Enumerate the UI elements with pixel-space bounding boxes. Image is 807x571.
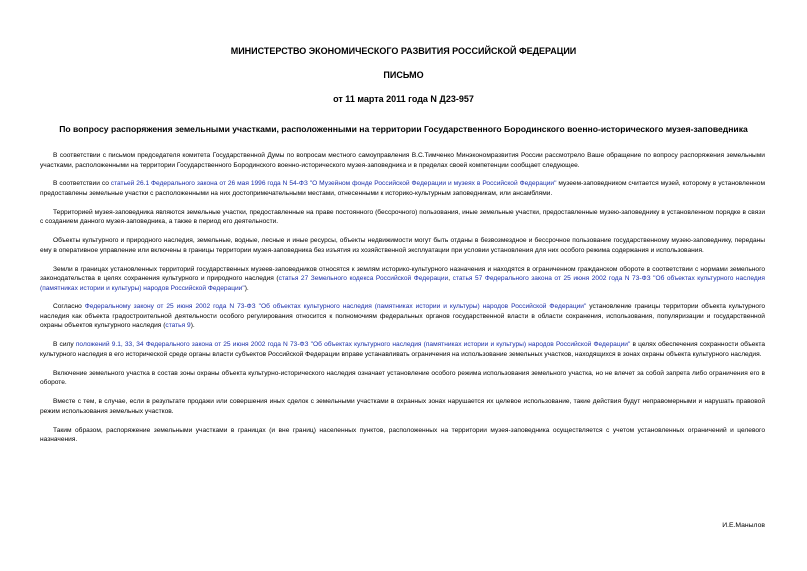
paragraph-2 — [40, 179, 765, 198]
paragraph-2-text-b: музеем-заповедником считается музей, которому в установленном предоставлены земельные участки с расположенными на них достопримечательными местами, отнесенными к историко-культурным заповедникам, или ансамблями. — [40, 180, 765, 197]
paragraph-6-text-b: установление границы территории объекта культурного наследия как объекта градостроительной деятельности особого регулирования относится к полномочиям федеральных органов государственной власти в области сохранения, использования, популяризации и государственной охраны объектов культурного наследия ( — [40, 303, 765, 330]
paragraph-6-text-a: Согласно — [53, 303, 85, 311]
document-date-number: от 11 марта 2011 года N Д23-957 — [333, 94, 474, 104]
link-article-57-heritage-law[interactable]: статья 57 Федерального закона от 25 июня 2002 года N 73-ФЗ "Об объектах культурного наследия (памятниках истории и культуры) народов Российской Федерации" — [40, 275, 765, 292]
link-heritage-law-73fz[interactable]: Федеральному закону от 25 июня 2002 года N 73-ФЗ "Об объектах культурного наследия (памятниках истории и культуры) народов Российской Федерации" — [84, 303, 587, 311]
paragraph-9: Вместе с тем, в случае, если в результате продажи или совершения иных сделок с земельными участками в охранных зонах нарушается их целевое использование, такие действия будут неправомерными и нарушать правовой режим использования земельных участков. — [40, 398, 765, 415]
document-type: ПИСЬМО — [383, 70, 424, 80]
paragraph-3: Территорией музея-заповедника являются земельные участки, предоставленные на праве постоянного (бессрочного) пользования, иные земельные участки, предоставленные музею-заповеднику в установленном порядке в связи с созданием данного музея-заповедника, а также в период его деятельности. — [40, 208, 765, 226]
paragraph-5 — [40, 265, 765, 294]
paragraph-7-text-b: в целях обеспечения сохранности объекта культурного наследия в его исторической среде органы власти субъектов Российской Федерации вправе устанавливать ограничения на использование земельных участков, находящихся в зонах охраны объекта культурного наследия. — [40, 341, 765, 358]
paragraph-5-separator: , — [448, 275, 453, 283]
ministry-title: МИНИСТЕРСТВО ЭКОНОМИЧЕСКОГО РАЗВИТИЯ РОССИЙСКОЙ ФЕДЕРАЦИИ — [230, 46, 577, 56]
link-article-9[interactable]: статья 9 — [165, 322, 191, 330]
link-provisions-9-1-33-34[interactable]: положений 9.1, 33, 34 Федерального закона от 25 июня 2002 года N 73-ФЗ "Об объектах культурного наследия (памятниках истории и культуры) народов Российской Федерации" — [75, 341, 631, 349]
paragraph-7 — [40, 340, 765, 359]
paragraph-2-text-a: В соответствии со — [53, 180, 111, 188]
signature: И.Е.Манылов — [722, 522, 765, 529]
paragraph-5-text-a: Земли в границах установленных территорий государственных музеев-заповедников относятся к землям историко-культурного назначения и находятся в ограниченном гражданском обороте в соответствии с нормами земельного законодательства в целях сохранения культурного и природного наследия ( — [40, 265, 765, 283]
paragraph-5-text-b: ). — [244, 284, 249, 292]
paragraph-1: В соответствии с письмом председателя комитета Государственной Думы по вопросам местного самоуправления В.С.Тимченко Минэкономразвития России рассмотрело Ваше обращение по вопросу распоряжения земельными участками, расположенными на территории Государственного Бородинского военно-исторического музея-заповедника и в пределах своей компетенции сообщает следующее. — [40, 152, 765, 169]
paragraph-6 — [40, 302, 765, 331]
document-body — [40, 151, 765, 445]
paragraph-10: Таким образом, распоряжение земельными участками в границах (и вне границ) населенных пунктов, расположенных на территории музея-заповедника осуществляется с учетом установленных ограничений и целевого назначения. — [40, 426, 765, 444]
paragraph-4: Объекты культурного и природного наследия, земельные, водные, лесные и иные ресурсы, объекты недвижимости могут быть отданы в безвозмездное и бессрочное пользование государственному музею-заповеднику, переданы ему в оперативное управление или включены в границы территории музея-заповедника без изъятия из хозяйственной эксплуатации при условии установления для них особого режима содержания и использования. — [40, 237, 765, 254]
link-article-27-land-code[interactable]: статья 27 Земельного кодекса Российской Федерации — [278, 275, 449, 283]
paragraph-7-text-a: В силу — [53, 341, 76, 349]
paragraph-6-text-c: ). — [190, 322, 195, 330]
document-subject: По вопросу распоряжения земельными участками, расположенными на территории Государственного Бородинского военно-исторического музея-заповедника — [59, 124, 748, 134]
paragraph-8: Включение земельного участка в состав зоны охраны объекта культурно-исторического наследия означает установление особого режима использования земельного участка, но не влечет за собой запрета либо ограничения его в обороте. — [40, 369, 765, 387]
link-article-26-1-museum-law[interactable]: статьей 26.1 Федерального закона от 26 мая 1996 года N 54-ФЗ "О Музейном фонде Российской Федерации и музеях в Российской Федерации" — [110, 180, 557, 188]
